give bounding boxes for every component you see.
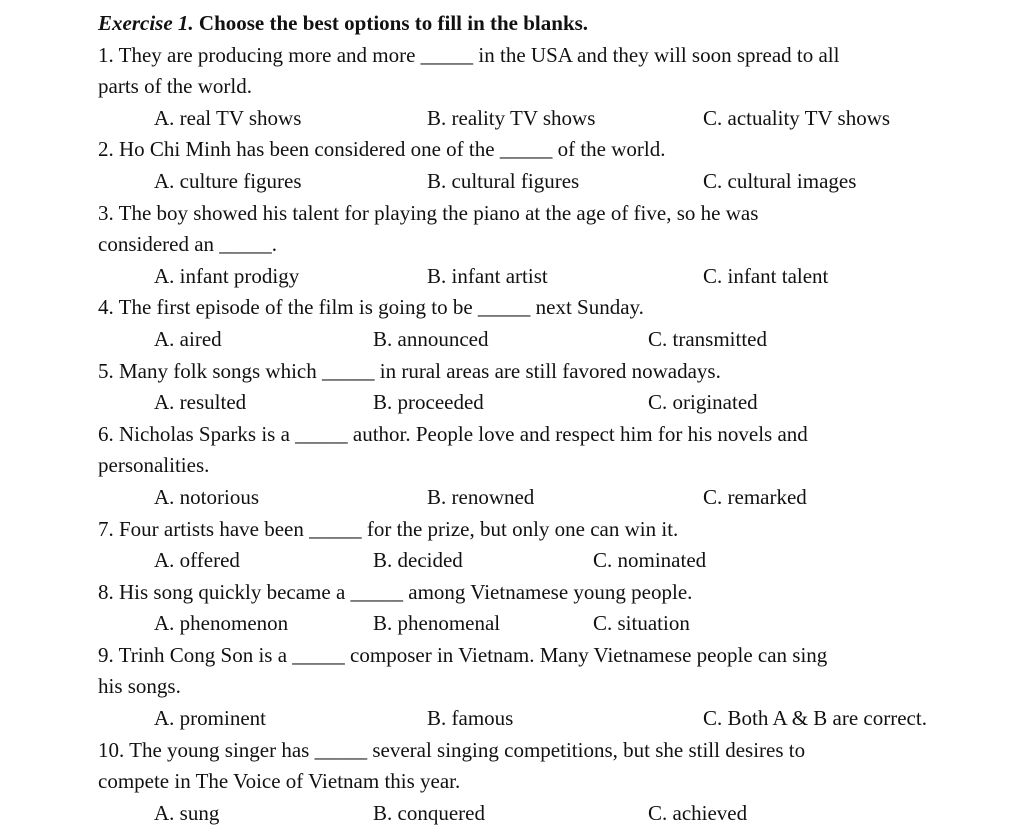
option-c[interactable]: C. cultural images — [703, 168, 857, 193]
option-a[interactable]: A. phenomenon — [154, 611, 289, 636]
question-8 — [98, 577, 998, 640]
answer-options — [98, 261, 998, 293]
option-a[interactable]: A. notorious — [154, 484, 259, 509]
option-b[interactable]: B. announced — [373, 326, 489, 351]
option-b[interactable]: B. phenomenal — [373, 611, 501, 636]
question-text-line: 4. The first episode of the film is going to be _____ next Sunday. — [98, 295, 644, 320]
option-c[interactable]: C. achieved — [648, 800, 748, 825]
exercise-title — [98, 8, 998, 40]
question-7 — [98, 514, 998, 577]
question-text-line: 5. Many folk songs which _____ in rural areas are still favored nowadays. — [98, 358, 721, 383]
option-c[interactable]: C. actuality TV shows — [703, 105, 891, 130]
question-3 — [98, 198, 998, 293]
option-b[interactable]: B. infant artist — [427, 263, 548, 288]
option-a[interactable]: A. resulted — [154, 390, 247, 415]
question-9 — [98, 640, 998, 735]
answer-options — [98, 387, 998, 419]
option-b[interactable]: B. decided — [373, 548, 463, 573]
answer-options — [98, 608, 998, 640]
question-10 — [98, 735, 998, 830]
option-c[interactable]: C. remarked — [703, 484, 807, 509]
option-a[interactable]: A. offered — [154, 548, 240, 573]
question-text-line: 9. Trinh Cong Son is a _____ composer in Vietnam. Many Vietnamese people can sing — [98, 642, 828, 667]
exercise-instruction: Choose the best options to fill in the blanks. — [193, 11, 589, 35]
answer-options — [98, 324, 998, 356]
question-text-line: his songs. — [98, 674, 181, 699]
option-a[interactable]: A. infant prodigy — [154, 263, 300, 288]
option-a[interactable]: A. prominent — [154, 706, 266, 731]
option-a[interactable]: A. real TV shows — [154, 105, 302, 130]
option-a[interactable]: A. aired — [154, 326, 222, 351]
question-text-line: parts of the world. — [98, 74, 252, 99]
question-2 — [98, 134, 998, 197]
exercise-sheet — [98, 8, 998, 829]
question-text-line: considered an _____. — [98, 232, 278, 257]
option-a[interactable]: A. sung — [154, 800, 220, 825]
option-c[interactable]: C. transmitted — [648, 326, 767, 351]
answer-options — [98, 545, 998, 577]
option-b[interactable]: B. reality TV shows — [427, 105, 596, 130]
question-text-line: 8. His song quickly became a _____ among Vietnamese young people. — [98, 579, 693, 604]
exercise-label: Exercise 1. — [98, 11, 194, 35]
answer-options — [98, 703, 998, 735]
question-1 — [98, 40, 998, 135]
answer-options — [98, 103, 998, 135]
question-text-line: 7. Four artists have been _____ for the prize, but only one can win it. — [98, 516, 679, 541]
option-b[interactable]: B. renowned — [427, 484, 535, 509]
option-b[interactable]: B. famous — [427, 706, 514, 731]
option-b[interactable]: B. proceeded — [373, 390, 484, 415]
option-a[interactable]: A. culture figures — [154, 168, 302, 193]
question-text-line: 2. Ho Chi Minh has been considered one of the _____ of the world. — [98, 137, 666, 162]
option-c[interactable]: C. originated — [648, 390, 758, 415]
question-text-line: compete in The Voice of Vietnam this year. — [98, 769, 461, 794]
option-c[interactable]: C. nominated — [593, 548, 707, 573]
question-6 — [98, 419, 998, 514]
question-text-line: 6. Nicholas Sparks is a _____ author. People love and respect him for his novels and — [98, 421, 808, 446]
answer-options — [98, 798, 998, 830]
question-text-line: personalities. — [98, 453, 210, 478]
answer-options — [98, 482, 998, 514]
option-b[interactable]: B. conquered — [373, 800, 485, 825]
question-5 — [98, 356, 998, 419]
question-text-line: 1. They are producing more and more _____ in the USA and they will soon spread to all — [98, 42, 840, 67]
option-b[interactable]: B. cultural figures — [427, 168, 580, 193]
question-4 — [98, 292, 998, 355]
question-text-line: 3. The boy showed his talent for playing the piano at the age of five, so he was — [98, 200, 759, 225]
question-text-line: 10. The young singer has _____ several singing competitions, but she still desires to — [98, 737, 806, 762]
option-c[interactable]: C. infant talent — [703, 263, 829, 288]
answer-options — [98, 166, 998, 198]
option-c[interactable]: C. Both A & B are correct. — [703, 706, 927, 731]
option-c[interactable]: C. situation — [593, 611, 690, 636]
